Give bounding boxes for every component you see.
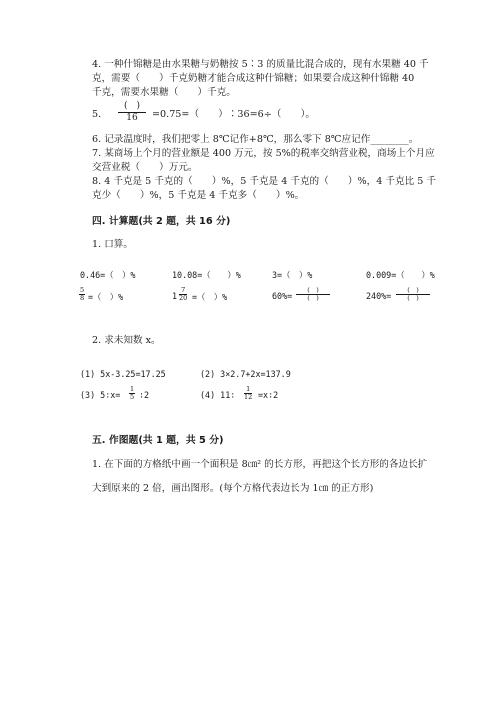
q5-fraction bbox=[118, 101, 146, 124]
equation-4-frac-den: 12 bbox=[244, 393, 253, 401]
section4-sub1: 1. 口算。 bbox=[92, 239, 133, 250]
oral-item-7-left: 60%= bbox=[272, 291, 293, 301]
oral-item-8-left: 240%= bbox=[366, 291, 392, 301]
oral-item-5: =（ ）% bbox=[88, 292, 124, 302]
q4-line-3: 千克，需要水果糖（ ）千克。 bbox=[92, 87, 236, 98]
oral-item-3: 3=（ ）% bbox=[272, 270, 313, 280]
oral-frac-3 bbox=[296, 287, 330, 302]
q4-line-1: 4. 一种什锦糖是由水果糖与奶糖按 5∶3 的质量比混合成的，现有水果糖 40 千 bbox=[92, 59, 429, 70]
oral-frac-2-den: 20 bbox=[179, 294, 188, 302]
oral-frac-4 bbox=[396, 287, 430, 302]
oral-item-6: =（ ）% bbox=[192, 292, 228, 302]
equation-4-left: (4) 11∶ bbox=[200, 390, 236, 400]
equation-2: (2) 3×2.7+2x=137.9 bbox=[200, 369, 291, 379]
q8-line-2: 克少（ ）%，5 千克是 4 千克多（ ）%。 bbox=[92, 190, 305, 201]
q6-main: 6. 记录温度时，我们把零上 8℃记作+8℃，那么零下 8℃应记作 bbox=[92, 134, 371, 145]
section5-line-2: 大到原来的 2 倍，画出图形。(每个方格代表边长为 1㎝ 的正方形) bbox=[92, 483, 374, 494]
equation-4-right: =x∶2 bbox=[258, 390, 279, 400]
q5-rest: =0.75=（ ）∶36=6÷（ ）。 bbox=[152, 109, 315, 120]
oral-frac-3-num: ( ) bbox=[296, 287, 330, 295]
q7-line-1: 7. 某商场上个月的营业额是 400 万元，按 5%的税率交纳营业税，商场上个月应 bbox=[92, 148, 435, 159]
section4-sub2: 2. 求未知数 x。 bbox=[92, 335, 161, 346]
equation-3-frac-num: 1 bbox=[130, 385, 135, 393]
oral-item-4: 0.009=（ ）% bbox=[366, 270, 435, 280]
q8-line-1: 8. 4 千克是 5 千克的（ ）%，5 千克是 4 千克的（ ）%，4 千克比 5 千 bbox=[92, 176, 436, 187]
q6-end: 。 bbox=[408, 134, 419, 145]
oral-item-2: 10.08=（ ）% bbox=[172, 270, 241, 280]
q5-label: 5. bbox=[92, 109, 102, 120]
q5-fraction-denominator: 16 bbox=[126, 113, 138, 123]
oral-frac-1-num: 5 bbox=[80, 286, 85, 294]
q5-fraction-numerator: ( ) bbox=[118, 101, 146, 113]
oral-frac-4-den: ( ) bbox=[407, 294, 419, 302]
q7-line-2: 交营业税（ ）万元。 bbox=[92, 162, 198, 173]
equation-3-frac bbox=[129, 386, 135, 401]
section5-heading: 五. 作图题(共 1 题，共 5 分) bbox=[92, 435, 224, 446]
equation-4-frac-num: 1 bbox=[244, 386, 252, 394]
section4-heading: 四. 计算题(共 2 题，共 16 分) bbox=[92, 216, 231, 227]
equation-1: (1) 5x-3.25=17.25 bbox=[80, 369, 166, 379]
oral-frac-2-whole: 1 bbox=[172, 291, 178, 301]
q6-blank: ________ bbox=[370, 134, 409, 145]
equation-3-right: ∶2 bbox=[139, 390, 150, 400]
oral-frac-1 bbox=[79, 287, 85, 302]
equation-3-frac-den: 5 bbox=[130, 393, 135, 401]
oral-item-1: 0.46=（ ）% bbox=[80, 270, 136, 280]
oral-frac-3-den: ( ) bbox=[307, 294, 319, 302]
oral-frac-2-num: 7 bbox=[179, 287, 187, 295]
equation-3-left: (3) 5∶x= bbox=[80, 390, 121, 400]
equation-4-frac bbox=[244, 386, 252, 401]
oral-frac-2 bbox=[179, 287, 187, 302]
q4-line-2: 克，需要（ ）千克奶糖才能合成这种什锦糖；如果要合成这种什锦糖 40 bbox=[92, 73, 415, 84]
q6-text bbox=[92, 133, 418, 146]
oral-frac-4-num: ( ) bbox=[396, 287, 430, 295]
oral-frac-1-den: 8 bbox=[80, 294, 85, 302]
section5-line-1: 1. 在下面的方格纸中画一个面积是 8㎝² 的长方形，再把这个长方形的各边长扩 bbox=[92, 459, 428, 470]
